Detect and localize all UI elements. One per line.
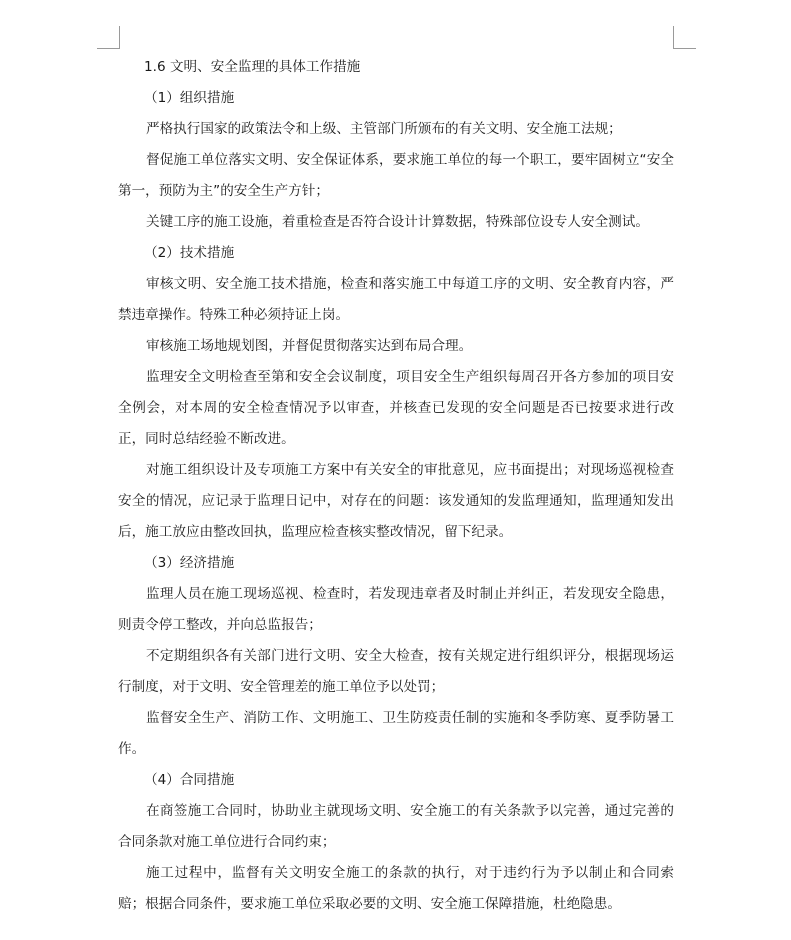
subheading-economic: （3）经济措施 (144, 555, 235, 571)
subheading-contract: （4）合同措施 (144, 772, 235, 788)
document-body (118, 52, 674, 920)
paragraph: 审核施工场地规划图，并督促贯彻落实达到布局合理。 (146, 338, 473, 354)
subheading-technical: （2）技术措施 (144, 245, 235, 261)
paragraph: 监督安全生产、消防工作、文明施工、卫生防疫责任制的实施和冬季防寒、夏季防暑工作。 (118, 710, 674, 757)
paragraph: 监理人员在施工现场巡视、检查时，若发现违章者及时制止并纠正，若发现安全隐患，则责令停工整改，并向总监报告； (118, 586, 674, 633)
page-corner-mark-top-right (673, 26, 696, 49)
subheading-organization: （1）组织措施 (144, 90, 235, 106)
paragraph: 严格执行国家的政策法令和上级、主管部门所颁布的有关文明、安全施工法规； (146, 121, 622, 137)
paragraph: 不定期组织各有关部门进行文明、安全大检查，按有关规定进行组织评分，根据现场运行制度，对于文明、安全管理差的施工单位予以处罚； (118, 648, 674, 695)
paragraph: 对施工组织设计及专项施工方案中有关安全的审批意见，应书面提出；对现场巡视检查安全的情况，应记录于监理日记中，对存在的问题：该发通知的发监理通知，监理通知发出后，施工放应由整改回执，监理应检查核实整改情况，留下纪录。 (118, 462, 674, 540)
paragraph: 监理安全文明检查至第和安全会议制度，项目安全生产组织每周召开各方参加的项目安全例会，对本周的安全检查情况予以审查，并核查已发现的安全问题是否已按要求进行改正，同时总结经验不断改进。 (118, 369, 674, 447)
paragraph: 审核文明、安全施工技术措施，检查和落实施工中每道工序的文明、安全教育内容，严禁违章操作。特殊工种必须持证上岗。 (118, 276, 674, 323)
paragraph: 施工过程中，监督有关文明安全施工的条款的执行，对于违约行为予以制止和合同索赔；根据合同条件，要求施工单位采取必要的文明、安全施工保障措施，杜绝隐患。 (118, 865, 674, 912)
paragraph: 在商签施工合同时，协助业主就现场文明、安全施工的有关条款予以完善，通过完善的合同条款对施工单位进行合同约束； (118, 803, 674, 850)
paragraph: 督促施工单位落实文明、安全保证体系，要求施工单位的每一个职工，要牢固树立“安全第一，预防为主”的安全生产方针； (118, 152, 674, 199)
paragraph: 关键工序的施工设施，着重检查是否符合设计计算数据，特殊部位设专人安全测试。 (146, 214, 649, 230)
page-corner-mark-top-left (97, 26, 120, 49)
section-title: 1.6 文明、安全监理的具体工作措施 (144, 59, 361, 75)
